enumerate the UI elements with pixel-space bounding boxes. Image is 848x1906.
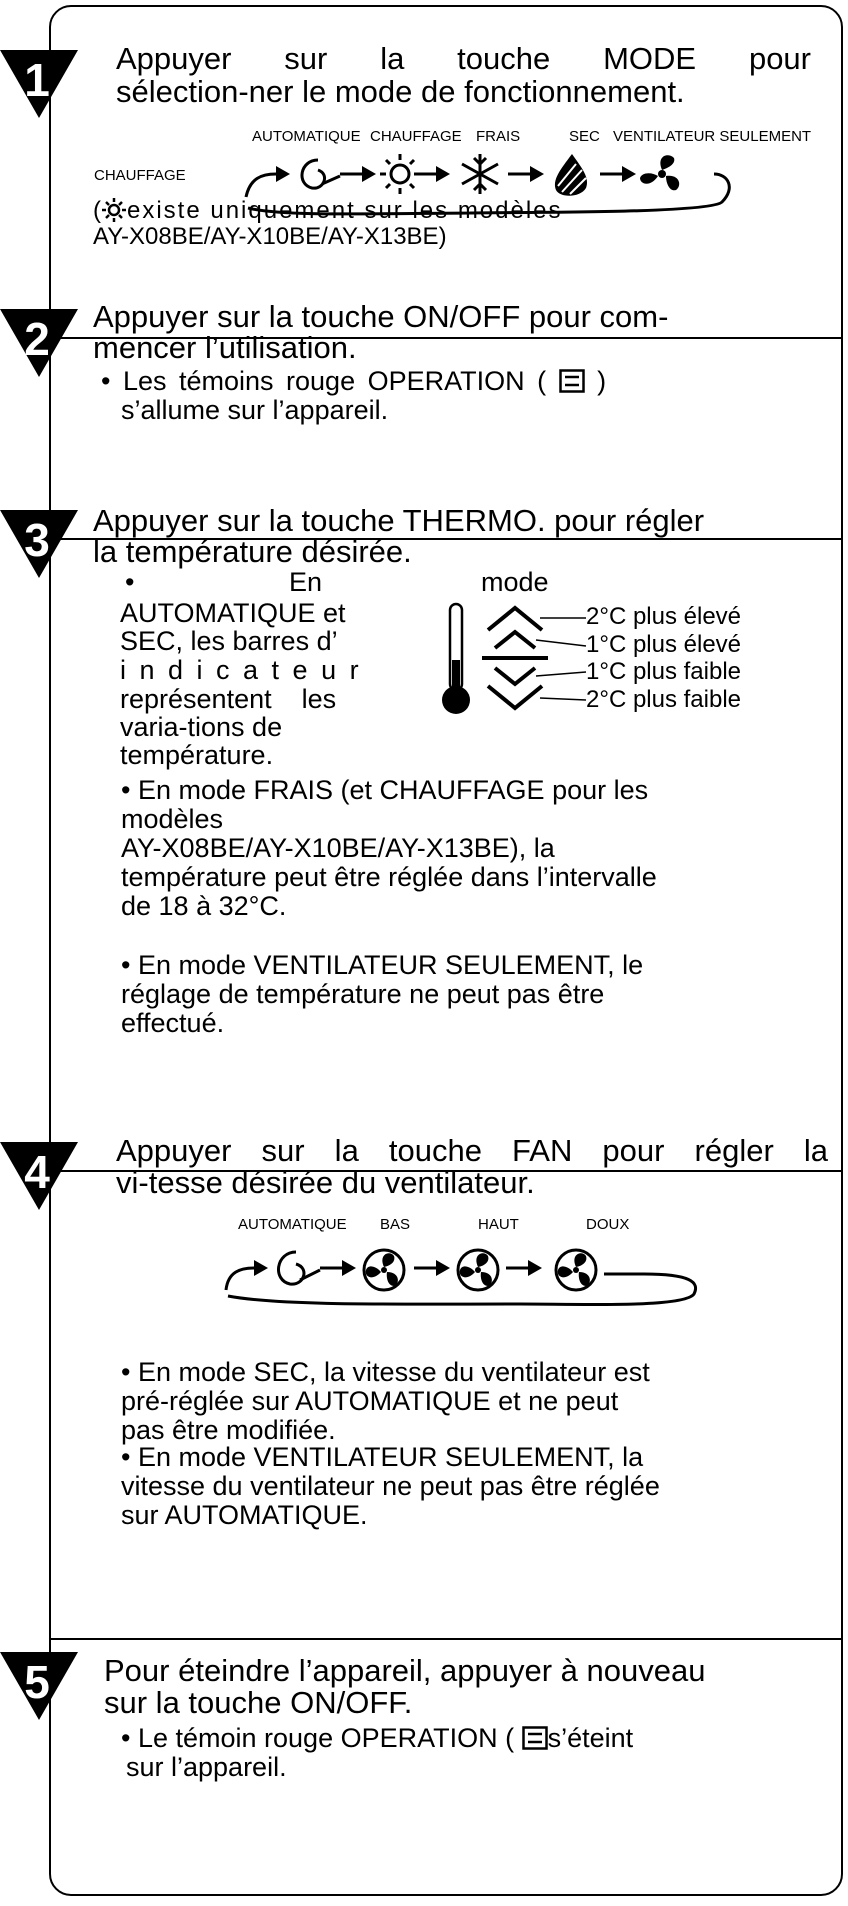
- fan-mode-icon: [640, 155, 679, 190]
- step3-bullet-fan-only: • En mode VENTILATEUR SEULEMENT, le réglage de température ne peut pas être effectué.: [121, 950, 644, 1038]
- step2-bullet-line1: [101, 367, 606, 396]
- step-number: 1: [24, 54, 50, 106]
- step5-bullet-line1: [121, 1724, 633, 1753]
- step1-note-line2: AY-X08BE/AY-X10BE/AY-X13BE): [93, 223, 447, 250]
- quiet-fan-icon: [556, 1250, 596, 1290]
- step4-heading-line1: Appuyer sur la touche FAN pour régler la: [116, 1133, 828, 1168]
- bullet-word-en: En: [289, 567, 323, 597]
- step-number: 3: [24, 514, 50, 566]
- step1-heading-line2: sélection-ner le mode de fonctionnement.: [116, 74, 685, 109]
- bullet-line-sec: SEC, les barres d’: [120, 626, 338, 656]
- step2-bullet-text: • Les témoins rouge OPERATION (: [101, 366, 547, 396]
- step3-heading-line1: Appuyer sur la touche THERMO. pour régler: [93, 503, 705, 538]
- bullet-line-temperature: température.: [120, 740, 274, 770]
- legend-1c-lower: 1°C plus faible: [586, 658, 742, 685]
- bullet-line-represent: représentent les: [120, 684, 337, 714]
- step5-bullet-line2: sur l’appareil.: [126, 1752, 287, 1782]
- step4-bullet-sec: • En mode SEC, la vitesse du ventilateur est pré-réglée sur AUTOMATIQUE et ne peut pas être modifiée.: [121, 1357, 650, 1445]
- mode-label-dry: SEC: [569, 128, 600, 145]
- auto-fan-icon: [279, 1252, 320, 1284]
- legend-2c-higher: 2°C plus élevé: [586, 603, 742, 630]
- step5-heading-line2: sur la touche ON/OFF.: [104, 1685, 413, 1720]
- note-text: existe uniquement sur les modèles: [127, 197, 563, 224]
- note-open-paren: (: [93, 197, 101, 224]
- side-label-heat: CHAUFFAGE: [94, 167, 186, 184]
- step-badge-1: [0, 38, 80, 118]
- step-number: 5: [24, 1656, 50, 1708]
- step-badge-2: [0, 297, 80, 377]
- mode-label-heat: CHAUFFAGE: [370, 128, 462, 145]
- operation-indicator-icon: [559, 369, 585, 393]
- bullet-dot: •: [125, 567, 135, 597]
- legend-1c-higher: 1°C plus élevé: [586, 631, 742, 658]
- step-badge-3: [0, 498, 80, 578]
- step2-heading-line2: mencer l’utilisation.: [93, 330, 357, 365]
- fan-label-auto: AUTOMATIQUE: [238, 1216, 347, 1233]
- bullet-line-variations: varia-tions de: [120, 712, 283, 742]
- step-number: 2: [24, 313, 50, 365]
- bullet-line-auto: AUTOMATIQUE et: [120, 598, 346, 628]
- step3-heading-line2: la température désirée.: [93, 534, 412, 569]
- step5-heading-line1: Pour éteindre l’appareil, appuyer à nouveau: [104, 1653, 706, 1688]
- auto-mode-icon: [302, 160, 340, 188]
- low-fan-icon: [364, 1250, 404, 1290]
- step5-bullet-end: s’éteint: [547, 1723, 634, 1753]
- fan-label-quiet: DOUX: [586, 1216, 630, 1233]
- step5-bullet-text: • Le témoin rouge OPERATION (: [121, 1723, 515, 1753]
- step3-bullet-frais: • En mode FRAIS (et CHAUFFAGE pour les modèles AY-X08BE/AY-X10BE/AY-X13BE), la température peut être réglée dans l’intervalle de 18 à 32°C.: [121, 775, 657, 921]
- heat-mode-icon: [380, 154, 420, 194]
- fan-label-high: HAUT: [478, 1216, 519, 1233]
- thermometer-icon: [442, 604, 470, 714]
- fan-speed-cycle-diagram: [0, 1238, 848, 1328]
- step-badge-5: [0, 1640, 80, 1720]
- bullet-line-indicateur: indicateur: [120, 655, 373, 685]
- step2-heading-line1: Appuyer sur la touche ON/OFF pour com-: [93, 299, 669, 334]
- bullet-word-mode: mode: [481, 567, 549, 597]
- mode-label-fan-only: VENTILATEUR SEULEMENT: [613, 128, 812, 145]
- legend-2c-lower: 2°C plus faible: [586, 686, 742, 713]
- high-fan-icon: [458, 1250, 498, 1290]
- step1-heading-line1: Appuyer sur la touche MODE pour: [116, 41, 811, 76]
- dry-mode-icon: [555, 154, 587, 196]
- heat-icon: [101, 198, 127, 222]
- section-divider: [49, 1638, 843, 1640]
- fan-label-low: BAS: [380, 1216, 411, 1233]
- step2-bullet-close: ): [597, 366, 607, 396]
- up-down-chevrons-icon: [482, 608, 548, 708]
- mode-label-auto: AUTOMATIQUE: [252, 128, 361, 145]
- step4-heading-line2: vi-tesse désirée du ventilateur.: [116, 1165, 535, 1200]
- step-badge-4: [0, 1130, 80, 1210]
- cool-mode-icon: [462, 154, 498, 194]
- step1-note-line1: [93, 198, 563, 224]
- step-number: 4: [24, 1146, 50, 1198]
- step2-bullet-line2: s’allume sur l’appareil.: [121, 395, 389, 425]
- operation-indicator-icon: [522, 1726, 548, 1750]
- step4-bullet-fan-only: • En mode VENTILATEUR SEULEMENT, la vitesse du ventilateur ne peut pas être réglée sur AUTOMATIQUE.: [121, 1442, 660, 1530]
- mode-label-cool: FRAIS: [476, 128, 521, 145]
